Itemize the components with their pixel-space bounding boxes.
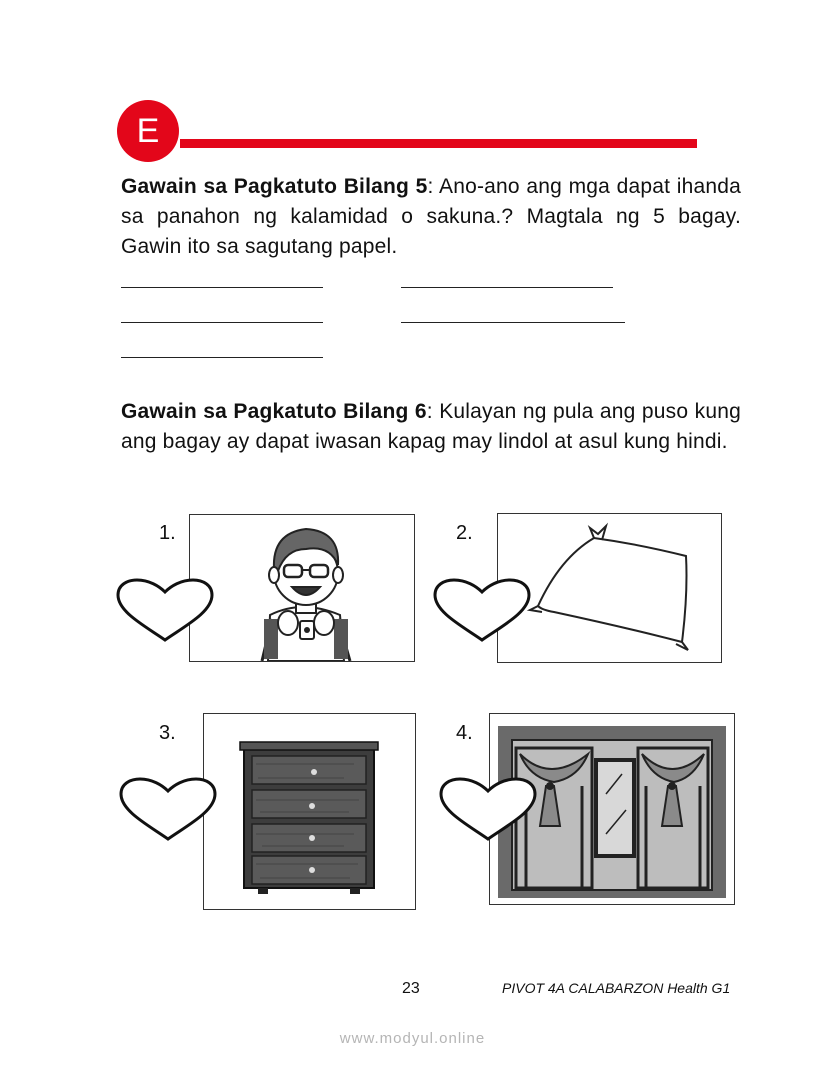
activity-6-instructions bbox=[121, 397, 741, 457]
item-4-number: 4. bbox=[456, 722, 473, 744]
chest-of-drawers-illustration bbox=[204, 714, 415, 909]
answer-line-4[interactable] bbox=[401, 322, 625, 323]
item-2-heart-icon[interactable] bbox=[432, 578, 532, 644]
activity-5-instructions bbox=[121, 172, 741, 262]
answer-line-5[interactable] bbox=[121, 357, 323, 358]
item-1-heart-icon[interactable] bbox=[115, 578, 215, 644]
activity-5-text: : Ano-ano ang mga dapat ihanda sa panahon ng kalamidad o sakuna.? Magtala ng 5 bagay. Gawin ito sa sagutang papel. bbox=[121, 175, 741, 258]
answer-line-3[interactable] bbox=[121, 322, 323, 323]
activity-6-title: Gawain sa Pagkatuto Bilang 6 bbox=[121, 400, 427, 423]
activity-5-title: Gawain sa Pagkatuto Bilang 5 bbox=[121, 175, 428, 198]
answer-line-1[interactable] bbox=[121, 287, 323, 288]
item-2-number: 2. bbox=[456, 522, 473, 544]
item-3-picture bbox=[203, 713, 416, 910]
section-letter-badge: E bbox=[117, 100, 179, 162]
item-1-number: 1. bbox=[159, 522, 176, 544]
section-header-bar bbox=[180, 139, 697, 148]
footer-reference: PIVOT 4A CALABARZON Health G1 bbox=[502, 980, 731, 996]
activity-6-text: : Kulayan ng pula ang puso kung ang bagay ay dapat iwasan kapag may lindol at asul kung hindi. bbox=[121, 400, 741, 453]
answer-line-2[interactable] bbox=[401, 287, 613, 288]
item-3-heart-icon[interactable] bbox=[118, 777, 218, 843]
watermark-text: www.modyul.online bbox=[339, 1030, 486, 1047]
item-3-number: 3. bbox=[159, 722, 176, 744]
item-1-picture bbox=[189, 514, 415, 662]
page-number: 23 bbox=[402, 980, 420, 997]
boy-with-backpack-illustration bbox=[190, 515, 414, 661]
item-4-heart-icon[interactable] bbox=[438, 777, 538, 843]
